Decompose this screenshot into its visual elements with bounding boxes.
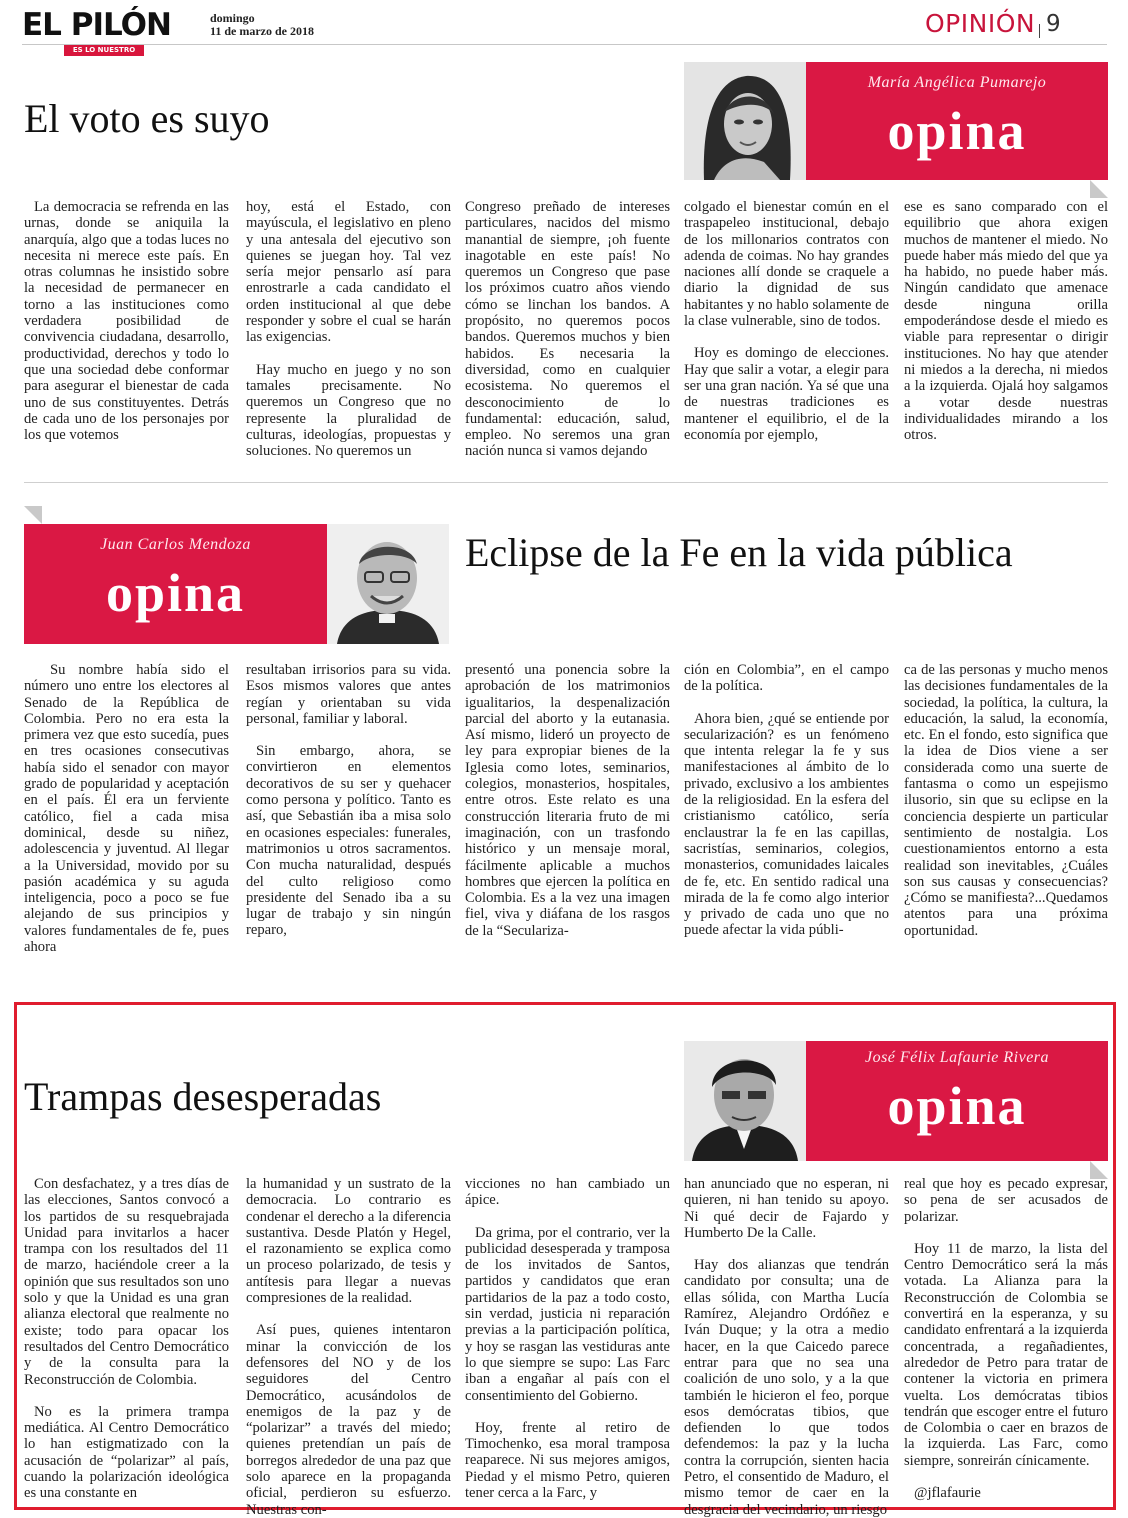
- paragraph: hoy, está el Estado, con mayúscula, el legislativo en pleno y una antesala del ejecutivo son quienes se juegan hoy. Tal vez sería mejor pensarlo así para enrostrarle a cada candidato el orden institucional al que debe responder y sobre el cual se harán las exigencias.: [246, 199, 451, 346]
- paragraph: ción en Colombia”, en el campo de la política.: [684, 662, 889, 695]
- article-3-column-1: [24, 1176, 229, 1502]
- paragraph: Su nombre había sido el número uno entre los electores al Senado de la República de Colombia. Pero no era esta la primera vez que esto sucedía, pues en tres ocasiones consecutivas había sido el senador con mayor grado de popularidad y aceptación en el país. Él era un ferviente católico, fiel a cada misa dominical, desde su niñez, adolescencia y juventud. Al llegar a la Universidad, movido por su pasión académica y su aguda inteligencia, poco a poco se fue alejando de sus principios y valores fundamentales de fe, pues ahora: [24, 662, 229, 956]
- article-2-column-5: [904, 662, 1108, 939]
- paragraph: Hoy 11 de marzo, la lista del Centro Democrático será la más votada. La Alianza para la Reconstrucción de Colombia se convertirá en la esperanza, y su candidato enfrentará a la izquierda concentrada, a regañadientes, alrededor de Petro para tratar de contener la victoria en primera vuelta. Los demócratas tibios tendrán que escoger entre el futuro de Colombia o caer en brazos de la izquierda. Las Farc, como siempre, sonreirán cínicamente.: [904, 1240, 1108, 1469]
- article-2-column-2: [246, 662, 451, 939]
- paragraph: han anunciado que no esperan, ni quieren, ni han tenido su apoyo. Ni qué decir de Fajardo y Humberto De la Calle.: [684, 1176, 889, 1241]
- paragraph: La democracia se refrenda en las urnas, donde se aniquila la anarquía, algo que a todas luces no necesita ni merece este país. En otras columnas he insistido sobre la necesidad de permanecer en torno a las instituciones como verdadera posibilidad de convivencia ciudadana, desarrollo, productividad, derechos y todo lo que una sociedad debe conformar para asegurar el bienestar de cada uno de sus constituyentes. Detrás de cada uno de los personajes por los que votemos: [24, 199, 229, 444]
- article-1-headline: El voto es suyo: [24, 96, 270, 141]
- article-3-column-3: [465, 1176, 670, 1501]
- paragraph: ca de las personas y mucho menos las decisiones fundamentales de la sociedad, la política, la cultura, la educación, la salud, la economía, etc. En el fondo, esto significa que la idea de Dios viene a ser considerada como una suerte de fantasma o como un espejismo ilusorio, sin que su eclipse en la conciencia despierte un particular sentimiento de nostalgia. Los cuestionamientos entorno a esta realidad son inevitables, ¿Cuáles son sus causas y consecuencias?¿Cómo se manifiesta?...Quedamos atentos para una próxima oportunidad.: [904, 662, 1108, 939]
- article-3-column-5: [904, 1176, 1108, 1501]
- article-1-column-4: [684, 199, 889, 443]
- article-3-column-4: [684, 1176, 889, 1518]
- author-3-name: José Félix Lafaurie Rivera: [864, 1049, 1050, 1066]
- paragraph: resultaban irrisorios para su vida. Esos mismos valores que antes regían y orientaban su vida personal, familiar y laboral.: [246, 662, 451, 727]
- opina-banner-3: [806, 1041, 1108, 1161]
- paragraph: vicciones no han cambiado un ápice.: [465, 1176, 670, 1209]
- paragraph: Con desfachatez, y a tres días de las elecciones, Santos convocó a los partidos de su resquebrajada Unidad para invitarlos a hacer trampa con los resultados del 11 de marzo, haciéndole creer a la opinión que sus resultados son uno solo y que la Unidad es una gran alianza electoral que realmente no existe; todo para opacar los resultados del Centro Democrático y de la consulta para la Reconstrucción de Colombia.: [24, 1176, 229, 1388]
- paragraph: Congreso preñado de intereses particulares, nacidos del mismo manantial de siempre, ¡oh fuente inagotable en este país! No queremos un Congreso que pase los próximos cuatro años viendo cómo se linchan los bandos. A propósito, no queremos pocos bandos. Queremos muchos y bien habidos. Es necesaria la diversidad, como en cualquier ecosistema. No queremos el desconocimiento de lo fundamental: educación, salud, empleo. No seremos una gran nación nunca si vamos dejando: [465, 199, 670, 460]
- opina-label-1: opina: [887, 101, 1027, 161]
- opina-banner-1: [806, 62, 1108, 180]
- paragraph: la humanidad y un sustrato de la democracia. Lo contrario es condenar el derecho a la diferencia sustantiva. Desde Platón y Hegel, el razonamiento se explica como un proceso polarizado, de tesis y antítesis para llegar a nuevas compresiones de la realidad.: [246, 1176, 451, 1307]
- banner-fold-2: [24, 506, 42, 524]
- section-title: OPINIÓN: [925, 9, 1036, 38]
- article-separator: [24, 482, 1108, 483]
- opina-label-3: opina: [887, 1076, 1027, 1136]
- paragraph: Ahora bien, ¿qué se entiende por secularización? es un fenómeno que intenta relegar la fe y sus manifestaciones al ámbito de lo privado, exclusivo a los ambientes de la religiosidad. En la esfera del cristianismo católico, sería enclaustrar la fe en las capillas, sacristías, seminarios, colegios, monasterios, comunidades laicales de fe, etc. En sentido radical una mirada de la fe como algo interior y privado de cada uno que no puede afectar la vida públi-: [684, 710, 889, 939]
- opina-banner-2: [24, 524, 327, 644]
- author-1-name: María Angélica Pumarejo: [867, 74, 1047, 91]
- author-1-photo: [684, 62, 806, 180]
- article-3-headline: Trampas desesperadas: [24, 1074, 382, 1119]
- paragraph: ese es sano comparado con el equilibrio que ahora exigen muchos de mantener el miedo. No puede haber más miedo del que ya ha habido, no puede haber más. Ningún candidato que amenace desde ninguna orilla empoderándose desde el miedo es viable para representar o dirigir instituciones. No hay que atender ni miedos a la derecha, ni miedos a la izquierda. Ojalá hoy salgamos a votar desde nuestras individualidades mirando a los otros.: [904, 199, 1108, 444]
- paragraph: Hay dos alianzas que tendrán candidato por consulta; una de ellas sólida, con Martha Lucía Ramírez, Alejandro Ordóñez e Iván Duque; y la otra a medio hacer, en la que Caicedo parece entrar para que no sea una coalición de uno solo, y a la que también le hicieron el feo, porque esos demócratas tibios, que defienden lo que todos defendemos: la paz y la lucha contra la corrupción, sienten hacia Petro, el consentido de Maduro, el mismo temor de caer en la desgracia del vecindario, un riesgo: [684, 1257, 889, 1518]
- paragraph: Hay mucho en juego y no son tamales precisamente. No queremos un Congreso que no represente la pluralidad de culturas, ideologías, propuestas y soluciones. No queremos un: [246, 361, 451, 460]
- paragraph: Hoy es domingo de elecciones. Hay que salir a votar, a elegir para ser una gran nación. Ya sé que una de nuestras tradiciones es mantener el equilibrio, el de la economía por ejemplo,: [684, 345, 889, 443]
- article-1-column-5: [904, 199, 1108, 443]
- article-2-column-4: [684, 662, 889, 939]
- paragraph: Así pues, quienes intentaron minar la convicción de los defensores del NO y de los seguidores del Centro Democrático, acusándolos de enemigos de la paz y de “polarizar” a través del miedo; quienes pretendían un país de borregos alrededor de una paz que solo aparece en la propaganda oficial, perdieron su esfuerzo. Nuestras con-: [246, 1322, 451, 1518]
- paragraph: real que hoy es pecado expresar, so pena de ser acusados de polarizar.: [904, 1176, 1108, 1225]
- author-2-name: Juan Carlos Mendoza: [100, 536, 251, 553]
- paragraph: Hoy, frente al retiro de Timochenko, esa moral tramposa reaparece. Ni sus mejores amigos, Piedad y el mismo Petro, quieren tener cerca a la Farc, y: [465, 1419, 670, 1502]
- paragraph: Sin embargo, ahora, se convirtieron en elementos decorativos de su ser y quehacer como persona y político. Tanto es así, que Sebastián iba a misa solo en ocasiones especiales: funerales, matrimonios u otros sacramentos. Con mucha naturalidad, después del culto religioso como presidente del Senado iba a su lugar de trabajo y sin ningún reparo,: [246, 743, 451, 939]
- banner-fold-1: [1090, 180, 1108, 198]
- author-3-photo: [684, 1041, 806, 1161]
- author-3-handle: @jflafaurie: [914, 1485, 981, 1502]
- article-2-headline: Eclipse de la Fe en la vida pública: [465, 530, 1013, 575]
- article-2-column-1: [24, 662, 229, 955]
- article-1-column-2: [246, 199, 451, 459]
- newspaper-logo: EL PILÓN: [22, 7, 171, 43]
- masthead-rule: [22, 44, 1107, 45]
- paragraph: No es la primera trampa mediática. Al Centro Democrático lo han estigmatizado con la acusación de “polarizar” al país, cuando la polarización ideológica es una constante en: [24, 1403, 229, 1502]
- paragraph: presentó una ponencia sobre la aprobación de los matrimonios igualitarios, la despenalización parcial del aborto y la eutanasia. Así mismo, lideró un proyecto de ley para expropiar bienes de la Iglesia como lotes, seminarios, colegios, monasterios, hospitales, entre otros. Este relato es una construcción literaria fruto de mi imaginación, con un trasfondo histórico y un mensaje moral, fácilmente aplicable a muchos hombres que ejercen la política en Colombia. Es a la vez una imagen fiel, viva y diáfana de los rasgos de la “Seculariza-: [465, 662, 670, 939]
- page-number-divider: [1039, 24, 1040, 38]
- page-number: 9: [1046, 11, 1061, 37]
- issue-full-date: 11 de marzo de 2018: [210, 24, 314, 38]
- article-2-column-3: [465, 662, 670, 939]
- paragraph: colgado el bienestar común en el traspapeleo institucional, debajo de los millonarios contratos con adenda de coimas. No hay grandes naciones allí donde se craquele a diario la dignidad de sus habitantes y no hablo solamente de la clase vulnerable, sino de todos.: [684, 199, 889, 330]
- paragraph: Da grima, por el contrario, ver la publicidad desesperada y tramposa de los invitados de Santos, partidos y candidatos que eran partidarios de la paz a todo costo, sin verdad, justicia ni reparación previas a la participación política, y hoy se rasgan las vestiduras ante lo que siempre se supo: Las Farc iban a engañar al país con el consentimiento del Gobierno.: [465, 1224, 670, 1404]
- opina-label-2: opina: [105, 563, 246, 623]
- issue-date: [210, 12, 314, 38]
- logo-tagline: ES LO NUESTRO: [64, 45, 144, 56]
- article-3-column-2: [246, 1176, 451, 1518]
- author-2-photo: [327, 524, 449, 644]
- article-1-column-1: [24, 199, 229, 443]
- issue-weekday: domingo: [210, 11, 255, 25]
- article-1-column-3: [465, 199, 670, 460]
